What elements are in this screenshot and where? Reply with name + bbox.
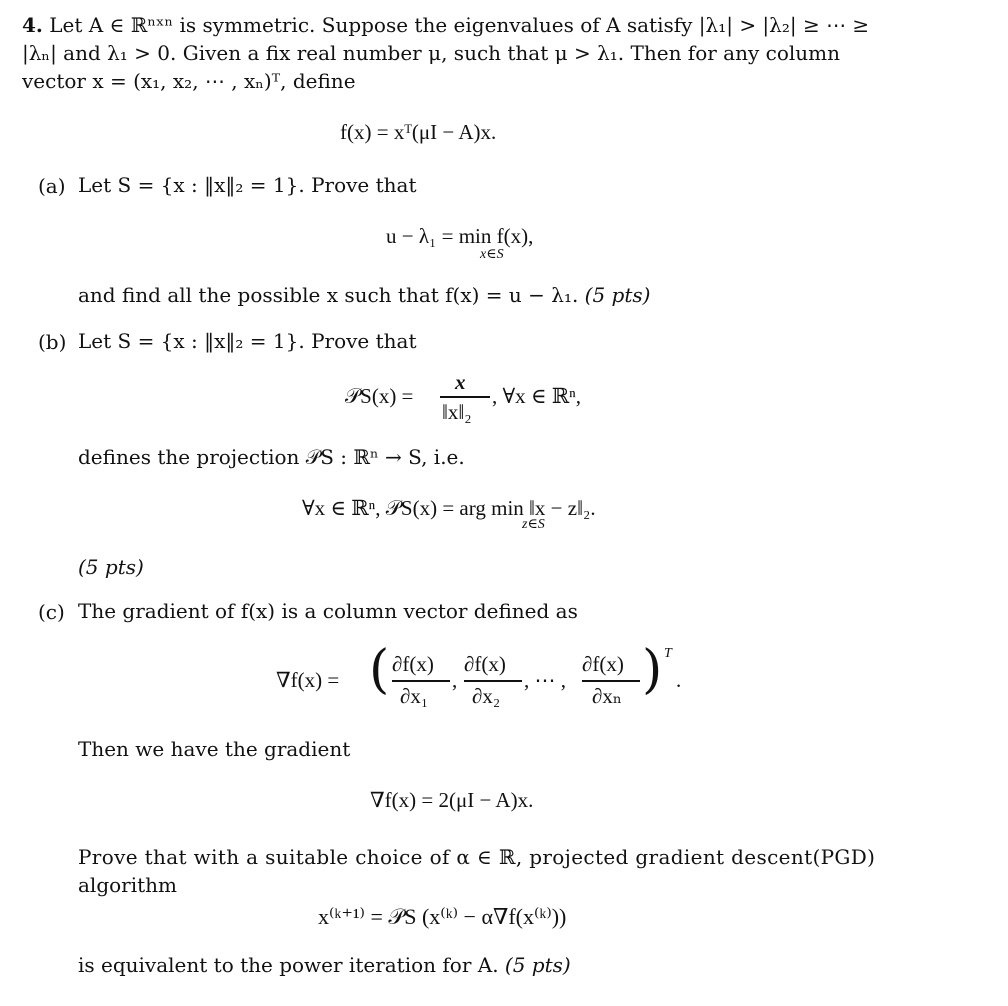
gradient-partial-n-numerator: ∂f(x) (582, 652, 624, 676)
gradient-partial-n-bar (582, 680, 640, 682)
part-c-final-text: is equivalent to the power iteration for A. (78, 953, 499, 977)
gradient-lhs: ∇f(x) = (276, 668, 340, 692)
part-b-defines: defines the projection 𝒫S : ℝⁿ → S, i.e. (78, 445, 465, 469)
part-a-points: (5 pts) (584, 283, 651, 307)
gradient-partial-1-denominator: ∂x₁ (400, 684, 429, 708)
gradient-ellipsis: , ⋯ , (524, 668, 566, 692)
part-c-prove-line-1: Prove that with a suitable choice of α ∈ ℝ, projected gradient descent(PGD) (78, 845, 876, 869)
gradient-partial-1-numerator: ∂f(x) (392, 652, 434, 676)
gradient-comma-1: , (452, 668, 458, 692)
part-b-fraction-denominator: ‖x‖₂ (442, 400, 472, 424)
part-c-statement: The gradient of f(x) is a column vector defined as (78, 599, 578, 623)
gradient-partial-2-bar (464, 680, 522, 682)
gradient-equation: ∇f(x) = 2(μI − A)x. (370, 788, 534, 812)
gradient-left-paren: ( (369, 640, 390, 700)
gradient-partial-1-bar (392, 680, 450, 682)
part-c-prove-line-2: algorithm (78, 873, 178, 897)
gradient-right-paren: ) (642, 640, 663, 700)
part-a-followup (78, 284, 650, 307)
gradient-transpose: T (664, 646, 672, 661)
intro-line-3: vector x = (x₁, x₂, ⋯ , xₙ)ᵀ, define (22, 69, 356, 93)
part-b-argmin-subscript: z∈S (522, 517, 545, 532)
gradient-period: . (676, 668, 682, 692)
part-b-fraction-numerator: x (455, 370, 466, 394)
problem-number: 4. (22, 13, 43, 37)
pgd-equation: x⁽ᵏ⁺¹⁾ = 𝒫S (x⁽ᵏ⁾ − α∇f(x⁽ᵏ⁾)) (318, 904, 567, 929)
part-a-statement: Let S = {x : ‖x‖₂ = 1}. Prove that (78, 173, 417, 197)
intro-line-2: |λₙ| and λ₁ > 0. Given a fix real number μ, such that μ > λ₁. Then for any column (22, 41, 840, 65)
gradient-partial-2-denominator: ∂x₂ (472, 684, 501, 708)
main-equation: f(x) = xᵀ(μI − A)x. (340, 120, 497, 144)
part-b-fraction-bar (440, 396, 490, 398)
part-a-min-subscript: x∈S (480, 247, 504, 262)
part-a-label: (a) (38, 174, 66, 198)
part-b-projection-lhs: 𝒫S(x) = (345, 384, 414, 408)
intro-text-1: Let A ∈ ℝⁿˣⁿ is symmetric. Suppose the eigenvalues of A satisfy |λ₁| > |λ₂| ≥ ⋯ ≥ (49, 13, 870, 37)
part-b-projection-rhs: , ∀x ∈ ℝⁿ, (492, 384, 582, 408)
part-c-points: (5 pts) (504, 953, 571, 977)
gradient-partial-2-numerator: ∂f(x) (464, 652, 506, 676)
part-a-equation: u − λ₁ = min f(x), (386, 224, 534, 248)
part-c-label: (c) (38, 600, 65, 624)
gradient-partial-n-denominator: ∂xₙ (592, 684, 622, 708)
part-c-final (78, 954, 571, 977)
part-b-argmin-equation: ∀x ∈ ℝⁿ, 𝒫S(x) = arg min ‖x − z‖₂. (302, 496, 596, 520)
part-b-statement: Let S = {x : ‖x‖₂ = 1}. Prove that (78, 329, 417, 353)
part-b-points: (5 pts) (78, 555, 144, 579)
part-b-label: (b) (38, 330, 67, 354)
part-a-followup-text: and find all the possible x such that f(x) = u − λ₁. (78, 283, 579, 307)
intro-line-1 (22, 14, 869, 37)
part-c-then: Then we have the gradient (78, 737, 351, 761)
